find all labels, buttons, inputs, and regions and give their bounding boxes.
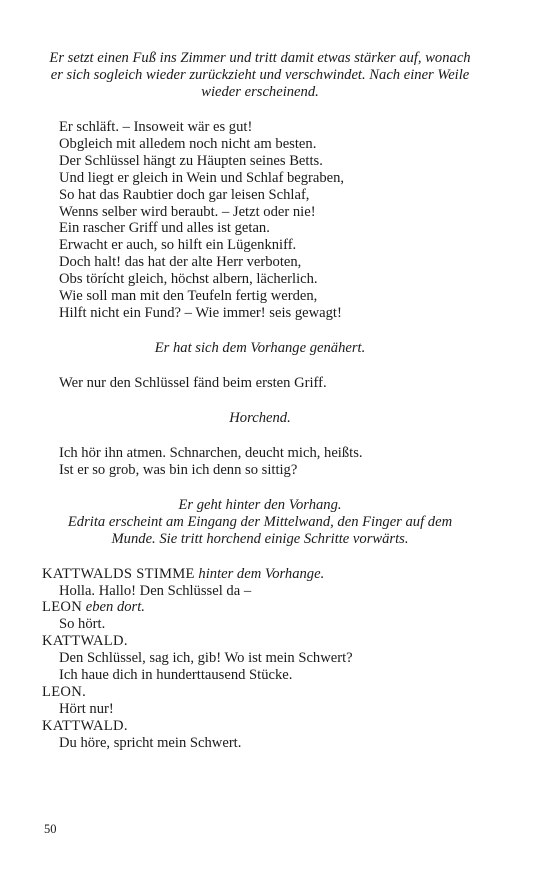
verse-block: [42, 445, 478, 479]
verse-block: [42, 616, 478, 633]
verse-block: [42, 650, 478, 684]
stage-direction-line: Edrita erscheint am Eingang der Mittelwand, den Finger auf dem: [67, 513, 453, 530]
verse-line: Du höre, spricht mein Schwert.: [59, 734, 242, 751]
verse-line: Obs törícht gleich, höchst albern, lächerlich.: [59, 271, 318, 288]
verse-line: Hört nur!: [59, 700, 114, 717]
verse-line: So hat das Raubtier doch gar leisen Schlaf,: [59, 186, 310, 203]
verse-line: Wer nur den Schlüssel fänd beim ersten Griff.: [59, 374, 327, 391]
stage-direction-opening: [42, 50, 478, 101]
verse-block: [42, 701, 478, 718]
stage-direction-curtain: [42, 497, 478, 548]
verse-line: Der Schlüssel hängt zu Häupten seines Betts.: [59, 152, 323, 169]
stage-direction-line: wieder erscheinend.: [201, 84, 319, 100]
speaker-name: LEON: [42, 599, 83, 616]
page-body: [42, 50, 478, 752]
verse-line: Den Schlüssel, sag ich, gib! Wo ist mein Schwert?: [59, 650, 353, 667]
stage-direction-approach: Er hat sich dem Vorhange genähert.: [154, 339, 366, 356]
speaker-heading: [42, 684, 478, 701]
verse-line: Wie soll man mit den Teufeln fertig werden,: [59, 288, 318, 305]
verse-line: So hört.: [59, 616, 106, 633]
speaker-name: KATTWALD.: [42, 717, 128, 734]
speaker-heading: [42, 599, 478, 616]
verse-line: Ist er so grob, was bin ich denn so sittig?: [59, 461, 298, 478]
stage-direction-line: Er geht hinter den Vorhang.: [178, 496, 342, 513]
verse-line: Ich hör ihn atmen. Schnarchen, deucht mich, heißts.: [59, 444, 363, 461]
speaker-heading: [42, 633, 478, 650]
stage-direction-line: Er setzt einen Fuß ins Zimmer und tritt damit etwas stärker auf, wonach: [49, 50, 471, 66]
page-number: 50: [44, 822, 57, 836]
verse-line: Obgleich mit alledem noch nicht am besten.: [59, 135, 317, 152]
speaker-heading: [42, 718, 478, 735]
verse-line: Wenns selber wird beraubt. – Jetzt oder nie!: [59, 203, 316, 220]
dialogue: [42, 566, 478, 752]
speaker-note: hinter dem Vorhange.: [198, 565, 325, 582]
stage-direction-line: Munde. Sie tritt horchend einige Schritte vorwärts.: [111, 530, 409, 547]
speaker-name: KATTWALDS STIMME: [42, 565, 195, 582]
verse-block: [42, 375, 478, 392]
speaker-note: eben dort.: [85, 599, 145, 616]
stage-direction-line: er sich sogleich wieder zurückzieht und verschwindet. Nach einer Weile: [50, 67, 470, 83]
verse-line: Holla. Hallo! Den Schlüssel da –: [59, 582, 252, 599]
verse-line: Und liegt er gleich in Wein und Schlaf begraben,: [59, 169, 345, 186]
verse-line: Ich haue dich in hunderttausend Stücke.: [59, 667, 293, 684]
speaker-heading: [42, 566, 478, 583]
verse-block: [42, 583, 478, 600]
stage-direction-listening: Horchend.: [229, 409, 291, 426]
verse-line: Ein rascher Griff und alles ist getan.: [59, 220, 270, 237]
verse-line: Er schläft. – Insoweit wär es gut!: [59, 119, 253, 135]
monologue: [42, 119, 478, 322]
verse-block: [42, 735, 478, 752]
speaker-name: LEON.: [42, 683, 87, 700]
verse-line: Hilft nicht ein Fund? – Wie immer! seis gewagt!: [59, 304, 342, 321]
speaker-name: KATTWALD.: [42, 633, 128, 650]
verse-line: Doch halt! das hat der alte Herr verboten,: [59, 254, 302, 271]
verse-line: Erwacht er auch, so hilft ein Lügenkniff.: [59, 237, 297, 254]
